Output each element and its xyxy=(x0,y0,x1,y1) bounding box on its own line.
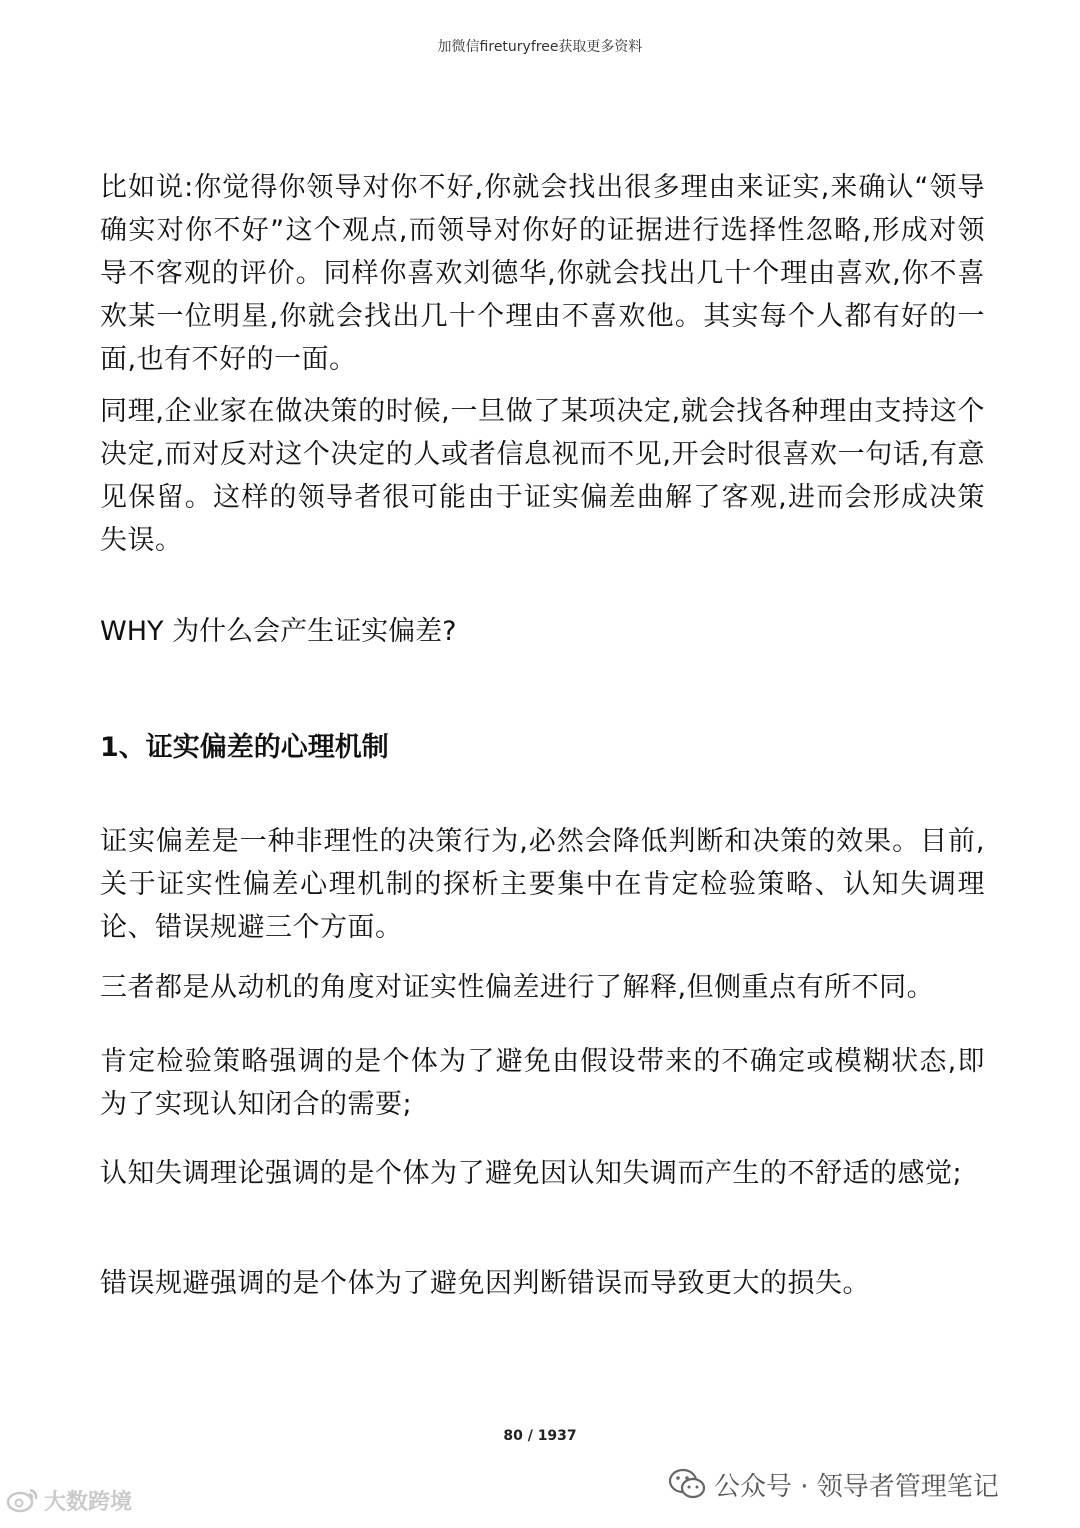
section-paragraph-2: 三者都是从动机的角度对证实性偏差进行了解释,但侧重点有所不同。 xyxy=(100,972,935,1003)
wechat-watermark xyxy=(668,1464,999,1504)
section-paragraph-5: 错误规避强调的是个体为了避免因判断错误而导致更大的损失。 xyxy=(100,1268,870,1299)
section-paragraph-4: 认知失调理论强调的是个体为了避免因认知失调而产生的不舒适的感觉; xyxy=(100,1158,963,1189)
page-header: 加微信fireturyfree获取更多资料 xyxy=(437,39,643,55)
page-number: 80 / 1937 xyxy=(503,1428,577,1444)
weibo-watermark-text: 大数跨境 xyxy=(44,1489,133,1515)
paragraph-1: 比如说:你觉得你领导对你不好,你就会找出很多理由来证实,来确认“领导确实对你不好”这个观点,而领导对你好的证据进行选择性忽略,形成对领导不客观的评价。同样你喜欢刘德华,你就会找出几十个理由喜欢,你不喜欢某一位明星,你就会找出几十个理由不喜欢他。其实每个人都有好的一面,也有不好的一面。 xyxy=(100,172,985,375)
why-heading: WHY 为什么会产生证实偏差? xyxy=(100,616,457,647)
section-heading: 1、证实偏差的心理机制 xyxy=(100,732,389,763)
paragraph-2: 同理,企业家在做决策的时候,一旦做了某项决定,就会找各种理由支持这个决定,而对反对这个决定的人或者信息视而不见,开会时很喜欢一句话,有意见保留。这样的领导者很可能由于证实偏差曲解了客观,进而会形成决策失误。 xyxy=(100,396,985,556)
section-paragraph-3: 肯定检验策略强调的是个体为了避免由假设带来的不确定或模糊状态,即为了实现认知闭合的需要; xyxy=(100,1046,985,1120)
section-paragraph-1: 证实偏差是一种非理性的决策行为,必然会降低判断和决策的效果。目前,关于证实性偏差心理机制的探析主要集中在肯定检验策略、认知失调理论、错误规避三个方面。 xyxy=(100,826,985,943)
wechat-watermark-text: 公众号 · 领导者管理笔记 xyxy=(714,1471,999,1502)
weibo-logo-icon xyxy=(6,1486,40,1514)
wechat-icon xyxy=(668,1468,706,1500)
weibo-watermark xyxy=(6,1482,132,1518)
